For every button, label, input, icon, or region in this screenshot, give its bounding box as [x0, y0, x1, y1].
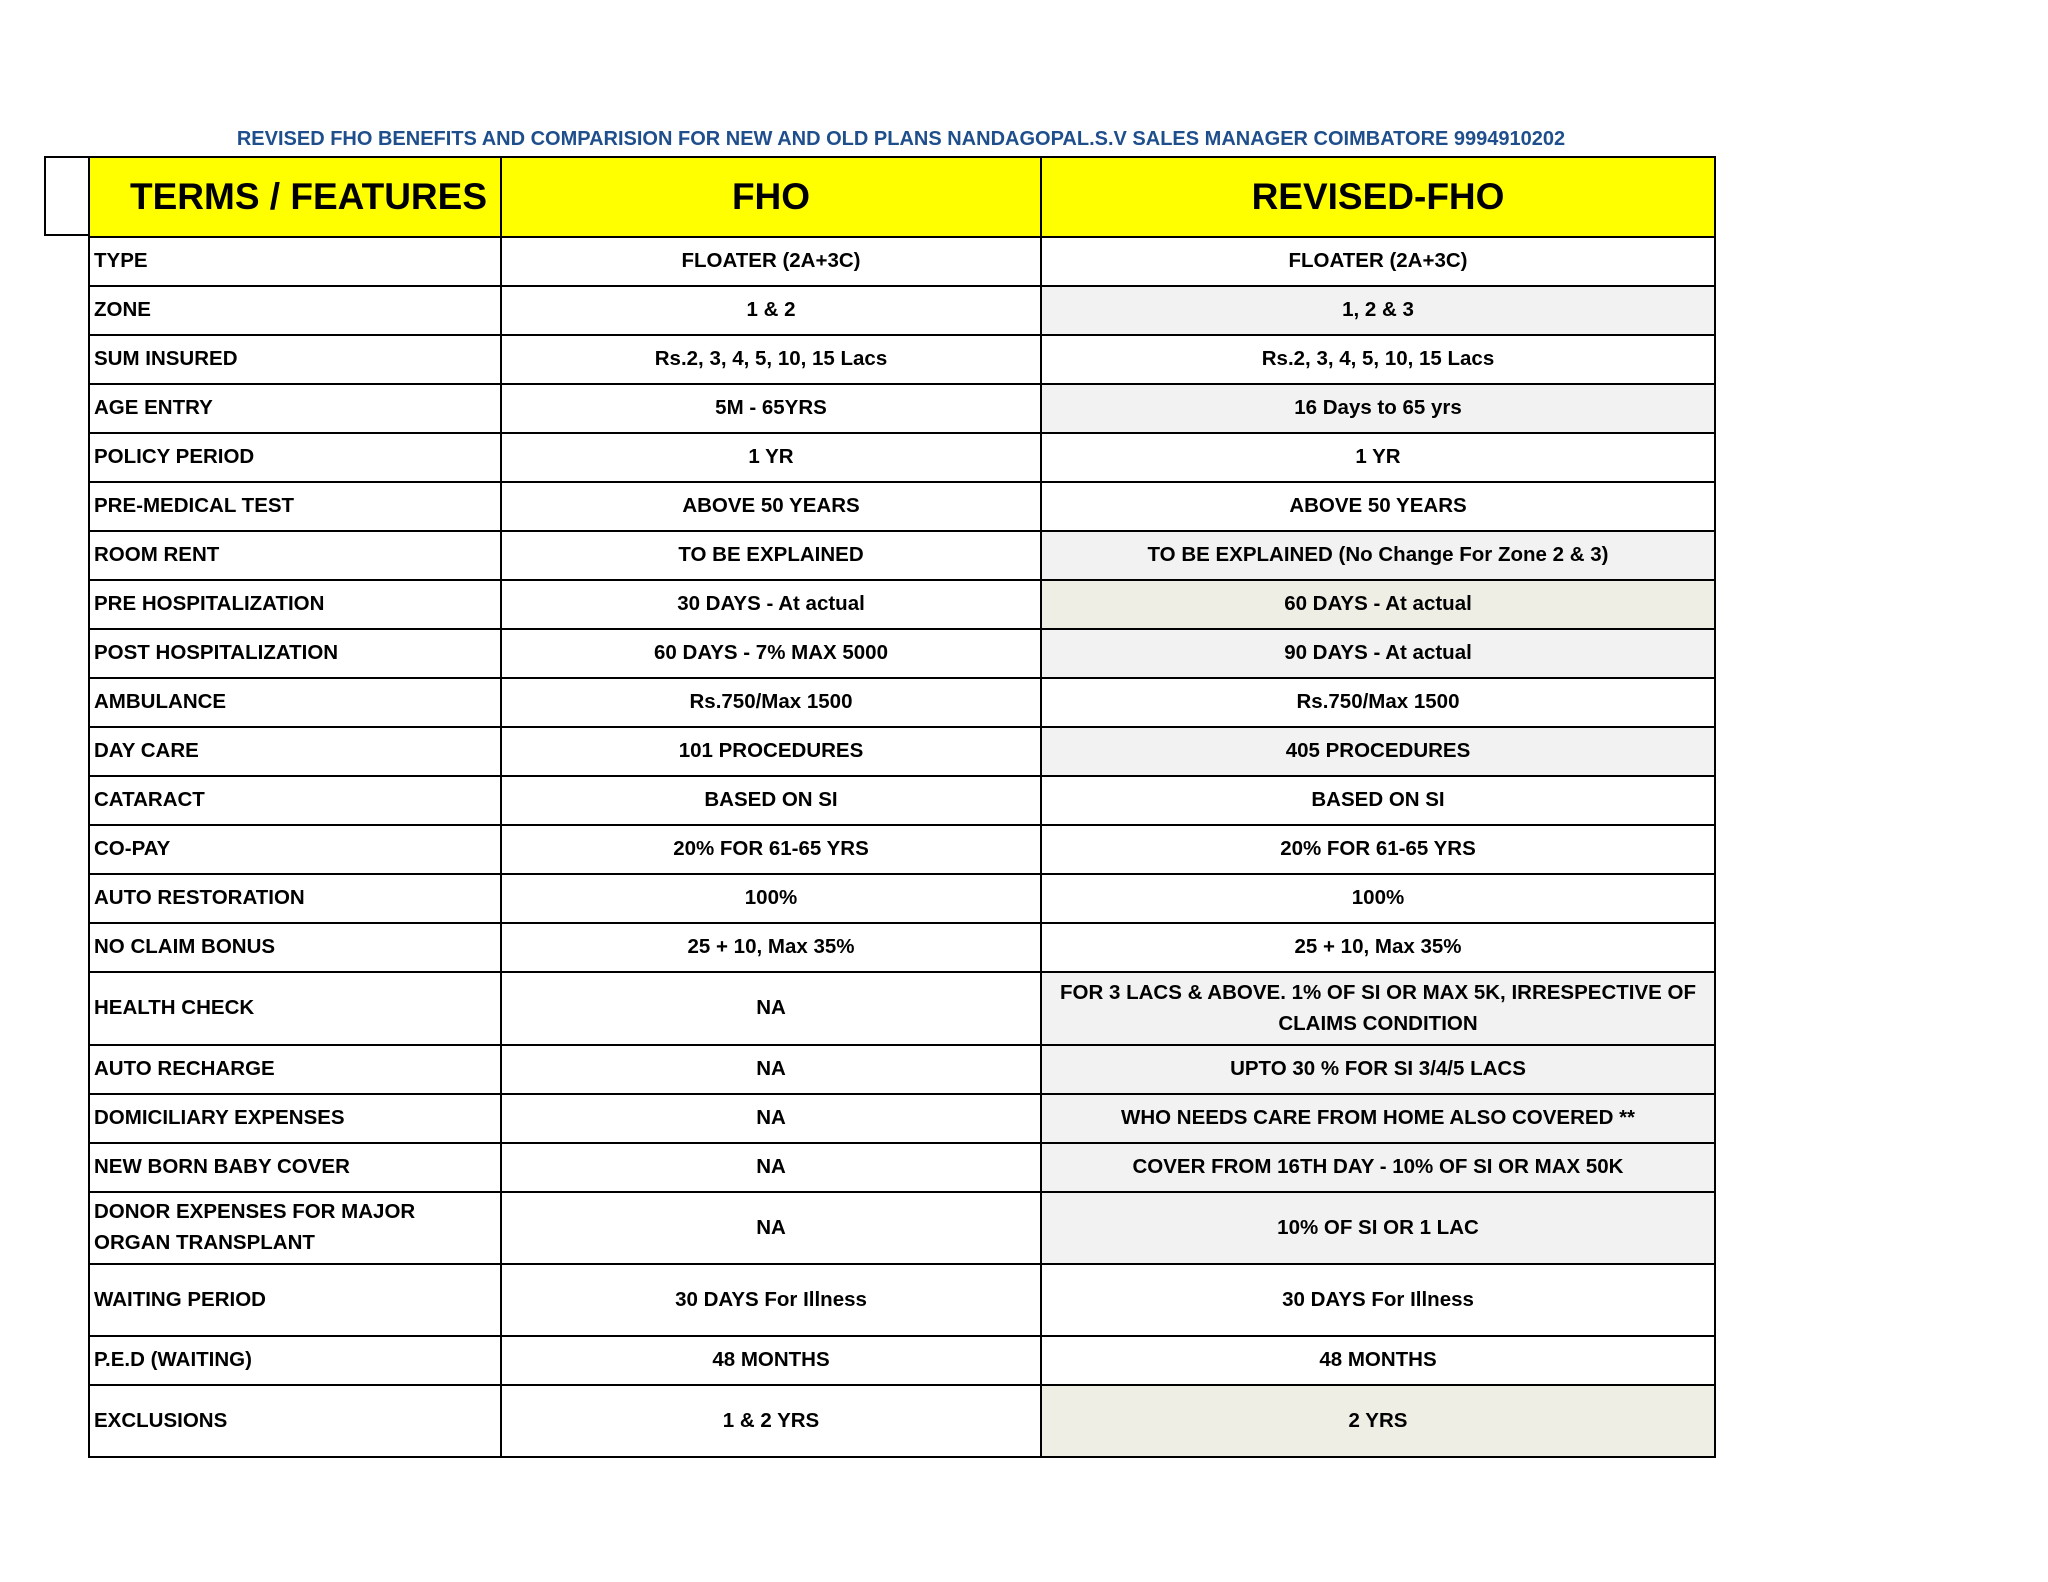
table-row — [89, 237, 1715, 286]
revised-cell: 48 MONTHS — [1041, 1336, 1715, 1385]
fho-cell: NA — [501, 1045, 1041, 1094]
term-cell: SUM INSURED — [89, 335, 501, 384]
revised-cell: 90 DAYS - At actual — [1041, 629, 1715, 678]
revised-cell: 2 YRS — [1041, 1385, 1715, 1457]
table-row — [89, 1264, 1715, 1336]
revised-cell: WHO NEEDS CARE FROM HOME ALSO COVERED ** — [1041, 1094, 1715, 1143]
fho-cell: Rs.750/Max 1500 — [501, 678, 1041, 727]
term-cell: POST HOSPITALIZATION — [89, 629, 501, 678]
corner-cell — [44, 156, 88, 236]
fho-cell: 100% — [501, 874, 1041, 923]
table-row — [89, 531, 1715, 580]
table-row — [89, 580, 1715, 629]
table-row — [89, 1045, 1715, 1094]
fho-cell: NA — [501, 1143, 1041, 1192]
fho-cell: NA — [501, 1192, 1041, 1264]
term-cell: HEALTH CHECK — [89, 972, 501, 1045]
table-row — [89, 776, 1715, 825]
table-row — [89, 923, 1715, 972]
document-title: REVISED FHO BENEFITS AND COMPARISION FOR NEW AND OLD PLANS NANDAGOPAL.S.V SALES MANAGER COIMBATORE 9994910202 — [236, 128, 1566, 150]
table-row — [89, 727, 1715, 776]
table-row — [89, 972, 1715, 1045]
term-cell: EXCLUSIONS — [89, 1385, 501, 1457]
fho-cell: 48 MONTHS — [501, 1336, 1041, 1385]
term-cell: PRE HOSPITALIZATION — [89, 580, 501, 629]
table-row — [89, 678, 1715, 727]
fho-cell: 101 PROCEDURES — [501, 727, 1041, 776]
term-cell: ZONE — [89, 286, 501, 335]
table-row — [89, 335, 1715, 384]
fho-cell: 1 & 2 — [501, 286, 1041, 335]
revised-cell: 10% OF SI OR 1 LAC — [1041, 1192, 1715, 1264]
revised-cell: FLOATER (2A+3C) — [1041, 237, 1715, 286]
fho-cell: 5M - 65YRS — [501, 384, 1041, 433]
term-cell: DOMICILIARY EXPENSES — [89, 1094, 501, 1143]
revised-cell: TO BE EXPLAINED (No Change For Zone 2 & 3) — [1041, 531, 1715, 580]
revised-cell: 30 DAYS For Illness — [1041, 1264, 1715, 1336]
table-row — [89, 1143, 1715, 1192]
revised-cell: UPTO 30 % FOR SI 3/4/5 LACS — [1041, 1045, 1715, 1094]
fho-cell: NA — [501, 1094, 1041, 1143]
term-cell: CATARACT — [89, 776, 501, 825]
table-row — [89, 1094, 1715, 1143]
table-row — [89, 1336, 1715, 1385]
header-fho: FHO — [501, 157, 1041, 237]
term-cell: P.E.D (WAITING) — [89, 1336, 501, 1385]
fho-cell: 30 DAYS - At actual — [501, 580, 1041, 629]
revised-cell: 20% FOR 61-65 YRS — [1041, 825, 1715, 874]
term-cell: CO-PAY — [89, 825, 501, 874]
fho-cell: FLOATER (2A+3C) — [501, 237, 1041, 286]
term-cell: ROOM RENT — [89, 531, 501, 580]
fho-cell: 1 & 2 YRS — [501, 1385, 1041, 1457]
revised-cell: Rs.2, 3, 4, 5, 10, 15 Lacs — [1041, 335, 1715, 384]
term-cell: PRE-MEDICAL TEST — [89, 482, 501, 531]
revised-cell: 1 YR — [1041, 433, 1715, 482]
fho-cell: TO BE EXPLAINED — [501, 531, 1041, 580]
fho-cell: Rs.2, 3, 4, 5, 10, 15 Lacs — [501, 335, 1041, 384]
term-cell: NO CLAIM BONUS — [89, 923, 501, 972]
table-row — [89, 384, 1715, 433]
fho-cell: 30 DAYS For Illness — [501, 1264, 1041, 1336]
revised-cell: 100% — [1041, 874, 1715, 923]
revised-cell: 60 DAYS - At actual — [1041, 580, 1715, 629]
comparison-table — [88, 156, 1716, 1458]
term-cell: TYPE — [89, 237, 501, 286]
revised-cell: ABOVE 50 YEARS — [1041, 482, 1715, 531]
term-cell: NEW BORN BABY COVER — [89, 1143, 501, 1192]
term-cell: AUTO RESTORATION — [89, 874, 501, 923]
fho-cell: ABOVE 50 YEARS — [501, 482, 1041, 531]
revised-cell: BASED ON SI — [1041, 776, 1715, 825]
term-cell: POLICY PERIOD — [89, 433, 501, 482]
table-row — [89, 433, 1715, 482]
header-revised: REVISED-FHO — [1041, 157, 1715, 237]
revised-cell: Rs.750/Max 1500 — [1041, 678, 1715, 727]
revised-cell: 1, 2 & 3 — [1041, 286, 1715, 335]
term-cell: DONOR EXPENSES FOR MAJOR ORGAN TRANSPLANT — [89, 1192, 501, 1264]
header-row — [89, 157, 1715, 237]
fho-cell: 1 YR — [501, 433, 1041, 482]
table-row — [89, 1192, 1715, 1264]
table-row — [89, 1385, 1715, 1457]
fho-cell: 60 DAYS - 7% MAX 5000 — [501, 629, 1041, 678]
revised-cell: 405 PROCEDURES — [1041, 727, 1715, 776]
term-cell: DAY CARE — [89, 727, 501, 776]
term-cell: AGE ENTRY — [89, 384, 501, 433]
term-cell: AUTO RECHARGE — [89, 1045, 501, 1094]
fho-cell: BASED ON SI — [501, 776, 1041, 825]
table-row — [89, 482, 1715, 531]
fho-cell: NA — [501, 972, 1041, 1045]
revised-cell: 16 Days to 65 yrs — [1041, 384, 1715, 433]
table-row — [89, 874, 1715, 923]
term-cell: AMBULANCE — [89, 678, 501, 727]
fho-cell: 25 + 10, Max 35% — [501, 923, 1041, 972]
revised-cell: COVER FROM 16TH DAY - 10% OF SI OR MAX 50K — [1041, 1143, 1715, 1192]
table-row — [89, 286, 1715, 335]
term-cell: WAITING PERIOD — [89, 1264, 501, 1336]
header-terms: TERMS / FEATURES — [89, 157, 501, 237]
table-row — [89, 629, 1715, 678]
fho-cell: 20% FOR 61-65 YRS — [501, 825, 1041, 874]
revised-cell: FOR 3 LACS & ABOVE. 1% OF SI OR MAX 5K, IRRESPECTIVE OF CLAIMS CONDITION — [1041, 972, 1715, 1045]
table-row — [89, 825, 1715, 874]
revised-cell: 25 + 10, Max 35% — [1041, 923, 1715, 972]
